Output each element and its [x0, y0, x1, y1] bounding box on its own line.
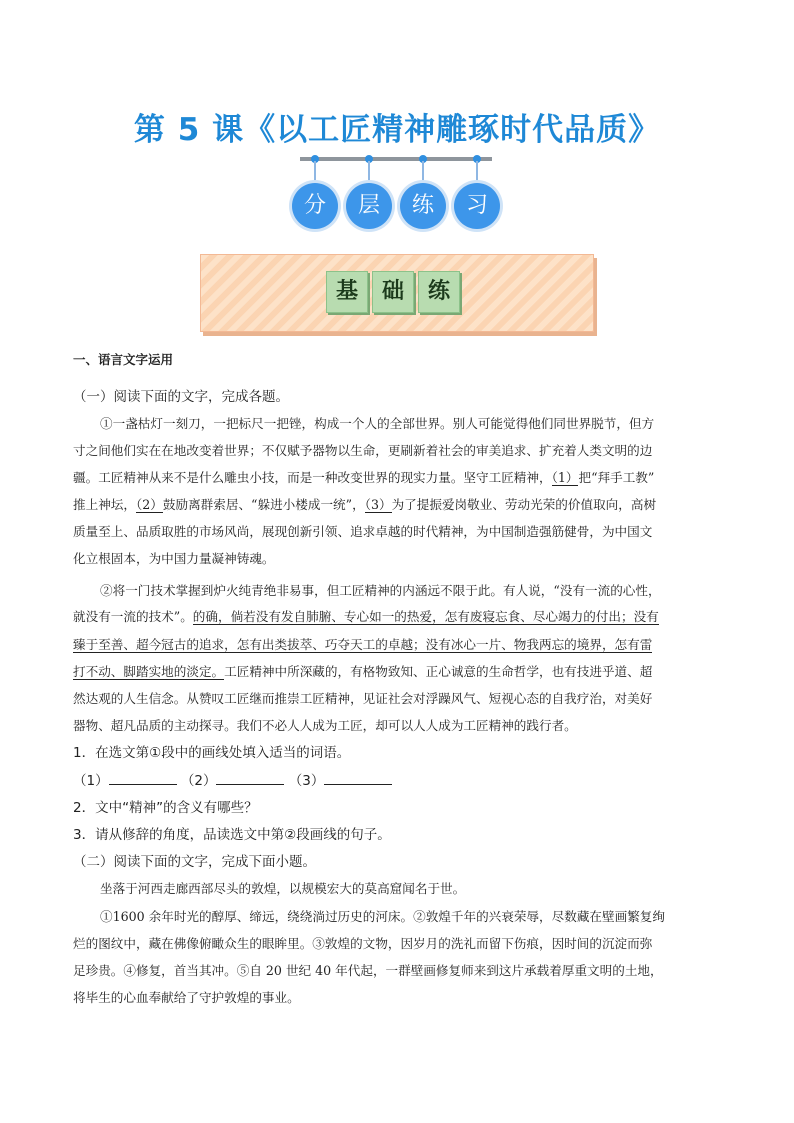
passage-line: 质量至上、品质取胜的市场风尚，展现创新引领、追求卓越的时代精神，为中国制造强筋健骨，为中国文 [73, 524, 653, 539]
badge-xi: 习 [454, 183, 500, 229]
answer-blank-1[interactable] [109, 772, 177, 785]
badge-connector [422, 161, 424, 181]
badge-fen: 分 [292, 183, 338, 229]
passage-line [73, 606, 659, 625]
passage-line: ①一盏枯灯一刻刀，一把标尺一把锉，构成一个人的全部世界。别人可能觉得他们同世界脱节，但方 [100, 416, 655, 431]
blank-2: （2） [135, 497, 163, 512]
blank-label: （3） [288, 773, 325, 789]
passage-line [73, 467, 654, 486]
passage-line: 然达观的人生信念。从赞叹工匠继而推崇工匠精神，见证社会对浮躁风气、短视心态的自我疗治，对美好 [73, 691, 653, 706]
question-1: 1．在选文第①段中的画线处填入适当的词语。 [73, 745, 351, 761]
section-heading: 一、语言文字运用 [73, 352, 174, 367]
passage-text: 把“拜手工教” [578, 470, 655, 485]
passage-line [73, 661, 652, 680]
passage-text: 推上神坛， [73, 497, 136, 512]
blank-3: （3） [364, 497, 392, 512]
passage-line: 坐落于河西走廊西部尽头的敦煌，以规模宏大的莫高窟闻名于世。 [100, 881, 466, 896]
question-3: 3．请从修辞的角度，品读选文中第②段画线的句子。 [73, 827, 391, 843]
title-divider [300, 157, 492, 161]
badge-connector [314, 161, 316, 181]
answer-blanks [73, 769, 392, 789]
blank-label: （2） [180, 773, 217, 789]
blank-label: （1） [73, 773, 109, 789]
passage-text: 疆。工匠精神从来不是什么雕虫小技，而是一种改变世界的现实力量。坚守工匠精神， [73, 470, 552, 485]
part1-intro: （一）阅读下面的文字，完成各题。 [73, 389, 289, 405]
passage-line: 寸之间他们实在在地改变着世界；不仅赋予器物以生命，更刷新着社会的审美追求、扩充着人类文明的边 [73, 443, 653, 458]
page-title: 第 5 课《以工匠精神雕琢时代品质》 [133, 112, 661, 148]
badge-lian: 练 [400, 183, 446, 229]
badge-ceng: 层 [346, 183, 392, 229]
passage-text: 鼓励离群索居、“躲进小楼成一统”， [162, 497, 365, 512]
passage-line [73, 494, 656, 513]
passage-line: 器物、超凡品质的主动探寻。我们不必人人成为工匠，却可以人人成为工匠精神的践行者。 [73, 718, 577, 733]
banner-tile-lian: 练 [418, 271, 460, 313]
banner-tile-chu: 础 [372, 271, 414, 313]
passage-line: 化立根固本，为中国力量凝神铸魂。 [73, 551, 275, 566]
badge-connector [368, 161, 370, 181]
badge-connector [476, 161, 478, 181]
blank-1: （1） [551, 470, 579, 485]
passage-line: ②将一门技术掌握到炉火纯青绝非易事，但工匠精神的内涵远不限于此。有人说，“没有一流的心性， [100, 583, 661, 598]
passage-line: 足珍贵。④修复，首当其冲。⑤自 20 世纪 40 年代起，一群壁画修复师来到这片承载着厚重文明的土地， [73, 963, 663, 978]
underlined-sentence: 打不动、脚踏实地的淡定。 [73, 664, 225, 679]
passage-text: 为了提振爱岗敬业、劳动光荣的价值取向，高树 [391, 497, 657, 512]
banner-tile-ji: 基 [326, 271, 368, 313]
part2-intro: （二）阅读下面的文字，完成下面小题。 [73, 854, 316, 870]
answer-blank-2[interactable] [216, 772, 284, 785]
passage-line [73, 634, 652, 653]
passage-line: 将毕生的心血奉献给了守护敦煌的事业。 [73, 990, 300, 1005]
passage-text: 就没有一流的技术”。 [73, 609, 193, 624]
passage-line: 烂的图纹中，藏在佛像俯瞰众生的眼眸里。③敦煌的文物，因岁月的洗礼而留下伤痕，因时间的沉淀而弥 [73, 936, 653, 951]
answer-blank-3[interactable] [324, 772, 392, 785]
underlined-sentence: 的确，倘若没有发自肺腑、专心如一的热爱，怎有废寝忘食、尽心竭力的付出；没有 [192, 609, 659, 624]
passage-text: 工匠精神中所深藏的，有格物致知、正心诚意的生命哲学，也有技进乎道、超 [224, 664, 653, 679]
underlined-sentence: 臻于至善、超今冠古的追求，怎有出类拔萃、巧夺天工的卓越；没有冰心一片、物我两忘的境界，怎有雷 [73, 637, 653, 652]
passage-line: ①1600 余年时光的醇厚、缔远，绕绕淌过历史的河床。②敦煌千年的兴衰荣辱，尽数藏在壁画繁复绚 [100, 909, 665, 924]
question-2: 2．文中“精神”的含义有哪些？ [73, 800, 258, 816]
